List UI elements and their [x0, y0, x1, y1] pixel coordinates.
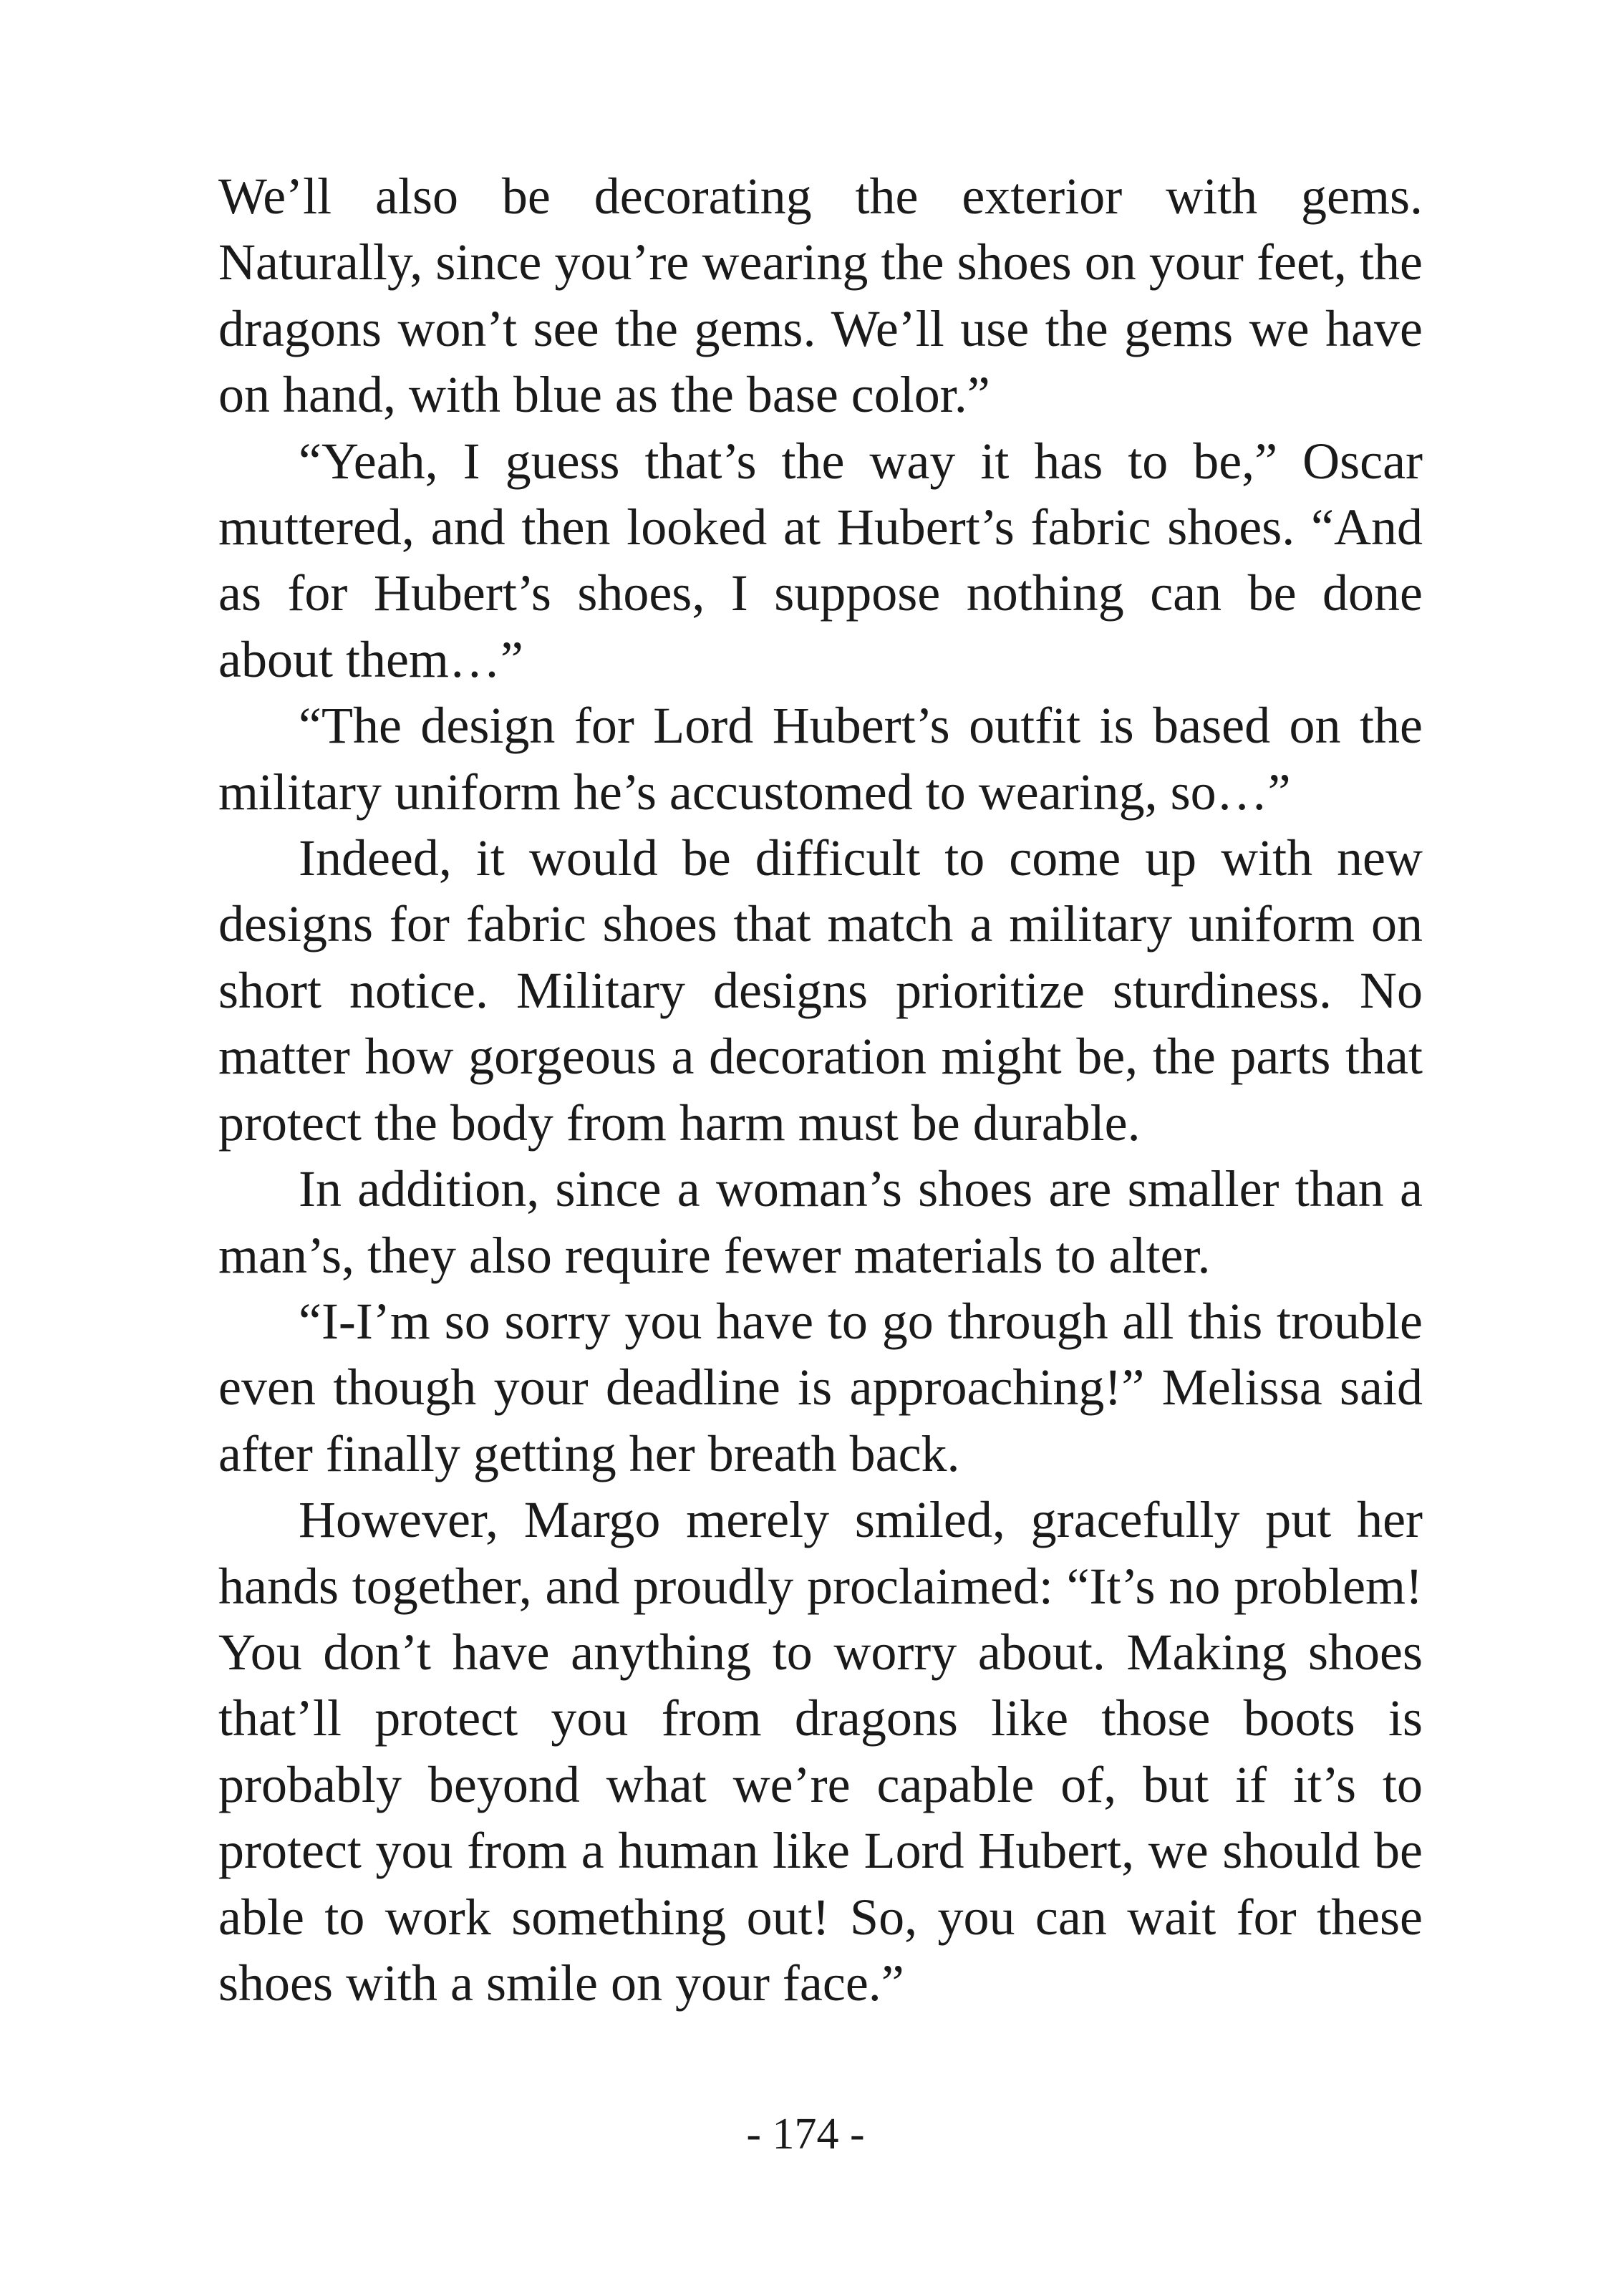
paragraph: “I-I’m so sorry you have to go through all this trouble even though your deadline is approaching!” Melissa said after finally getting her breath back. [218, 1292, 1423, 1482]
page-number: - 174 - [746, 2110, 865, 2158]
paragraph: However, Margo merely smiled, gracefully put her hands together, and proudly proclaimed: “It’s no problem! You don’t have anything to worry about. Making shoes that’ll protect you from dragons like those boots is probably beyond what we’re capable of, but if it’s to protect you from a human like Lord Hubert, we should be able to work something out! So, you can wait for these shoes with a smile on your face.” [218, 1491, 1423, 2012]
paragraph: “Yeah, I guess that’s the way it has to be,” Oscar muttered, and then looked at Hubert’s fabric shoes. “And as for Hubert’s shoes, I suppose nothing can be done about them…” [218, 432, 1423, 688]
paragraph: We’ll also be decorating the exterior with gems. Naturally, since you’re wearing the shoes on your feet, the dragons won’t see the gems. We’ll use the gems we have on hand, with blue as the base color.” [218, 168, 1423, 424]
paragraph: In addition, since a woman’s shoes are smaller than a man’s, they also require fewer materials to alter. [218, 1160, 1423, 1284]
paragraph: Indeed, it would be difficult to come up with new designs for fabric shoes that match a military uniform on short notice. Military designs prioritize sturdiness. No matter how gorgeous a decoration might be, the parts that protect the body from harm must be durable. [218, 829, 1423, 1152]
body-text [218, 163, 1423, 2016]
paragraph: “The design for Lord Hubert’s outfit is based on the military uniform he’s accustomed to wearing, so…” [218, 697, 1423, 821]
